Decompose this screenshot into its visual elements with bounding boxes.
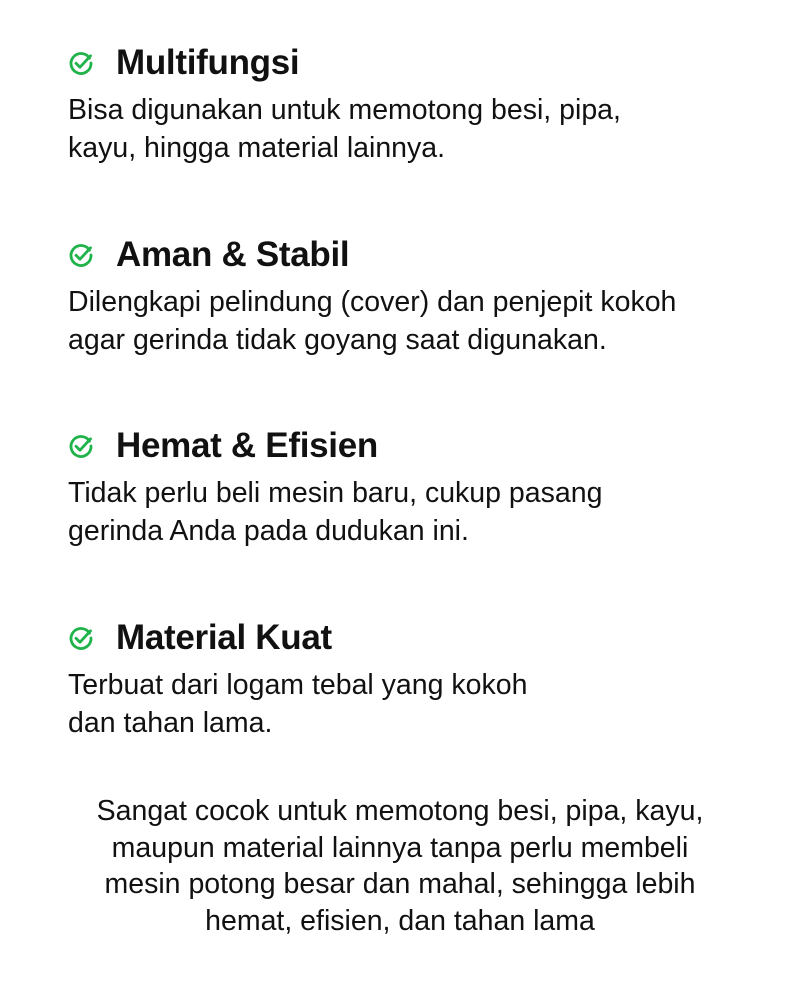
feature-title: Aman & Stabil <box>116 235 350 274</box>
feature-description <box>68 283 768 359</box>
feature-description-line: gerinda Anda pada dudukan ini. <box>68 515 469 547</box>
feature-header <box>68 424 768 468</box>
feature-title: Multifungsi <box>116 43 300 82</box>
check-circle-icon <box>68 50 94 76</box>
summary-line: hemat, efisien, dan tahan lama <box>205 904 595 937</box>
summary-line: mesin potong besar dan mahal, sehingga lebih <box>104 868 696 900</box>
feature-header <box>68 616 768 660</box>
feature-hemat-efisien <box>68 424 768 550</box>
feature-description <box>68 666 768 742</box>
feature-description-line: agar gerinda tidak goyang saat digunakan. <box>68 324 607 356</box>
check-circle-icon <box>68 242 94 268</box>
check-circle-icon <box>68 433 94 459</box>
feature-description-line: Bisa digunakan untuk memotong besi, pipa, <box>68 94 621 126</box>
feature-header <box>68 233 768 277</box>
feature-description-line: dan tahan lama. <box>68 707 273 739</box>
feature-description-line: Dilengkapi pelindung (cover) dan penjepit kokoh <box>68 286 677 318</box>
summary-line: maupun material lainnya tanpa perlu membeli <box>111 831 689 864</box>
summary-paragraph <box>40 793 760 939</box>
feature-title: Hemat & Efisien <box>116 426 378 465</box>
summary-line: Sangat cocok untuk memotong besi, pipa, kayu, <box>96 795 704 827</box>
feature-description-line: kayu, hingga material lainnya. <box>68 132 446 164</box>
feature-description <box>68 474 768 550</box>
feature-material-kuat <box>68 616 768 742</box>
feature-title: Material Kuat <box>116 618 332 657</box>
feature-description-line: Terbuat dari logam tebal yang kokoh <box>68 669 528 701</box>
feature-header <box>68 41 768 85</box>
feature-multifungsi <box>68 41 768 167</box>
feature-aman-stabil <box>68 233 768 359</box>
feature-description-line: Tidak perlu beli mesin baru, cukup pasang <box>68 477 603 509</box>
check-circle-icon <box>68 625 94 651</box>
feature-description <box>68 91 768 167</box>
